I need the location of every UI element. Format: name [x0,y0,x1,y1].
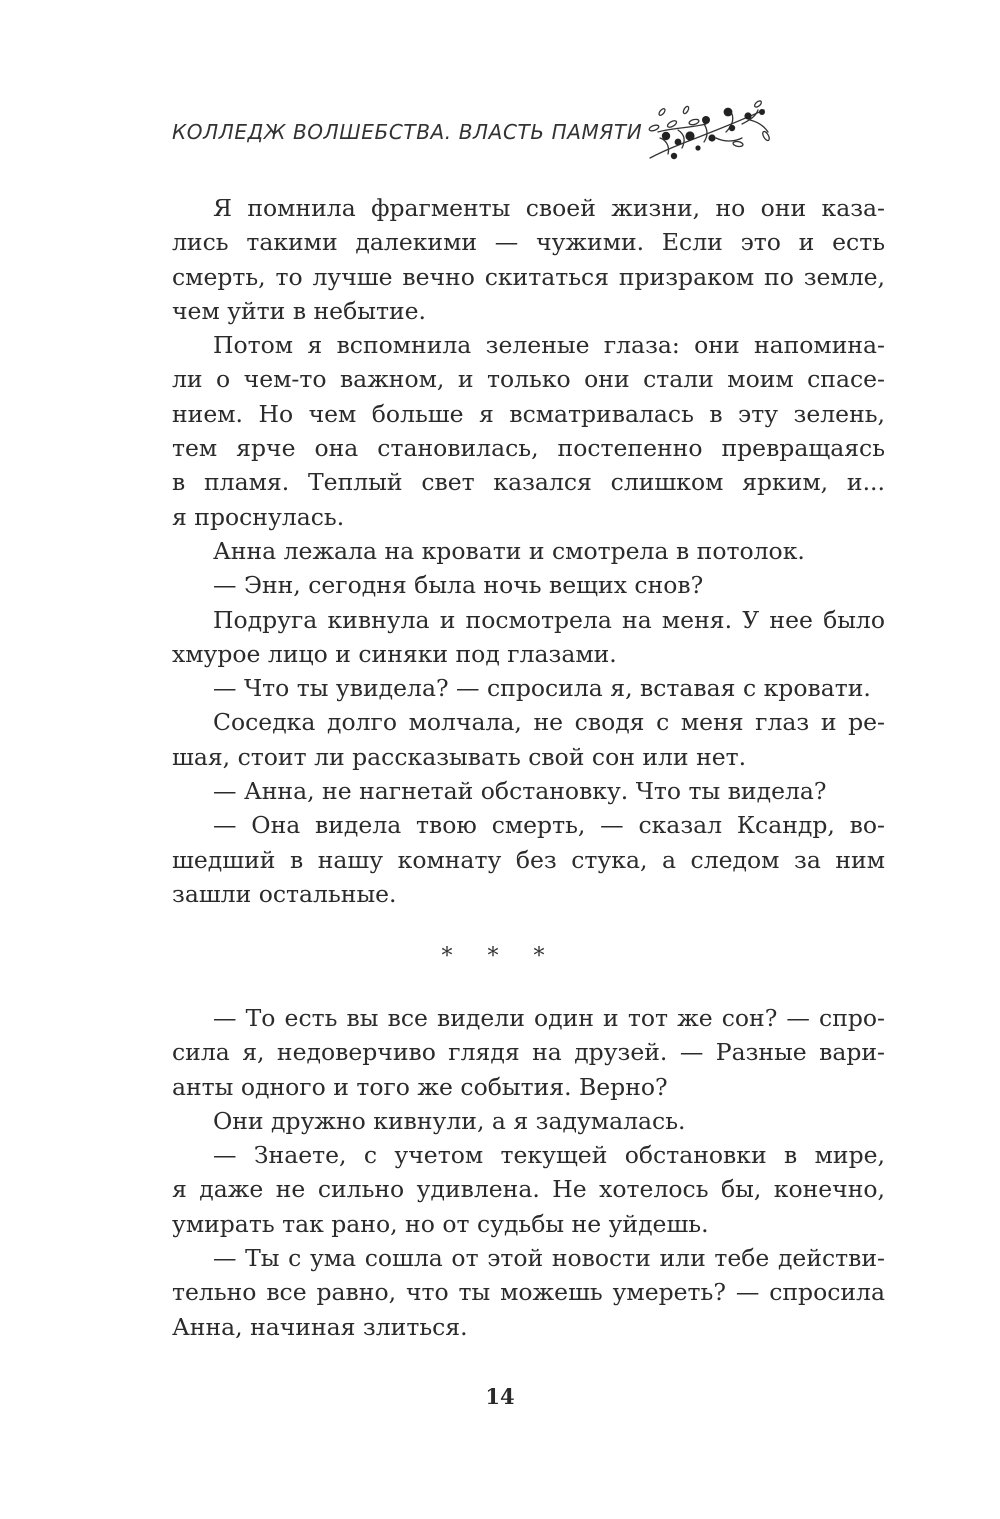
text-line: — Ты с ума сошла от этой новости или тебе действи- [213,1244,885,1273]
text-line: я даже не сильно удивлена. Не хотелось бы, конечно, [172,1175,885,1204]
text-line: — Знаете, с учетом текущей обстановки в мире, [213,1141,885,1170]
page-number: 14 [485,1384,515,1409]
text-line: ли о чем-то важном, и только они стали моим спасе- [172,365,885,394]
text-line: — То есть вы все видели один и тот же сон? — спро- [213,1004,885,1032]
text-line: Потом я вспомнила зеленые глаза: они напомина- [213,331,885,360]
text-line: шедший в нашу комнату без стука, а следом за ним [172,845,885,874]
berry-branch-ornament-icon [646,98,772,162]
running-title: КОЛЛЕДЖ ВОЛШЕБСТВА. ВЛАСТЬ ПАМЯТИ [172,120,643,144]
body-text-before-break [172,191,885,911]
text-line: зашли остальные. [172,879,397,908]
body-text-after-break [172,1001,885,1344]
text-line: Подруга кивнула и посмотрела на меня. У нее было [213,605,885,634]
text-line: хмурое лицо и синяки под глазами. [172,639,617,668]
text-line: тем ярче она становилась, постепенно превращаясь [172,434,885,463]
text-line: умирать так рано, но от судьбы не уйдешь. [172,1209,709,1238]
text-line: нием. Но чем больше я всматривалась в эту зелень, [172,399,885,428]
text-line: смерть, то лучше вечно скитаться призраком по земле, [172,262,885,291]
text-line: шая, стоит ли рассказывать свой сон или нет. [172,742,747,771]
text-line: в пламя. Теплый свет казался слишком ярким, и... [172,468,885,497]
text-line: анты одного и того же события. Верно? [172,1072,668,1101]
running-header [172,98,792,168]
text-line: Анна, начиная злиться. [172,1312,468,1341]
text-line: чем уйти в небытие. [172,296,426,325]
text-line: Они дружно кивнули, а я задумалась. [213,1106,686,1135]
text-line: Я помнила фрагменты своей жизни, но они каза- [213,194,885,222]
text-line: — Энн, сегодня была ночь вещих снов? [213,571,704,600]
text-line: — Она видела твою смерть, — сказал Ксандр, во- [213,811,885,840]
scene-break: * * * [441,944,559,969]
text-line: тельно все равно, что ты можешь умереть? — спросила [172,1278,885,1307]
text-line: сила я, недоверчиво глядя на друзей. — Разные вари- [172,1038,885,1067]
text-line: я проснулась. [172,502,345,531]
text-line: Соседка долго молчала, не сводя с меня глаз и ре- [213,708,885,737]
text-line: лись такими далекими — чужими. Если это и есть [172,228,885,257]
text-line: — Что ты увидела? — спросила я, вставая с кровати. [213,674,871,703]
text-line: — Анна, не нагнетай обстановку. Что ты видела? [213,777,827,806]
text-line: Анна лежала на кровати и смотрела в потолок. [213,536,805,565]
